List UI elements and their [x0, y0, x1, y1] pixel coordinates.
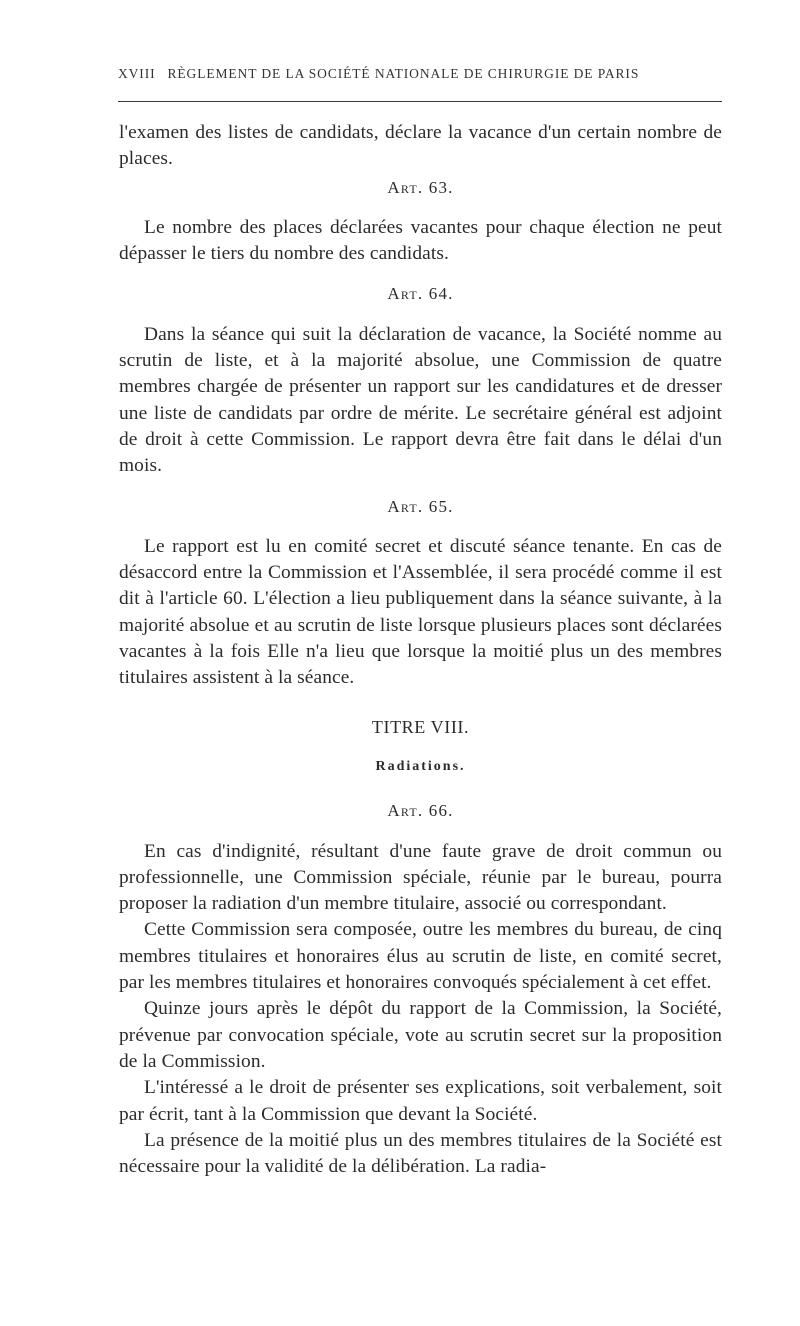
document-body [119, 120, 722, 1180]
paragraph-article-63: Le nombre des places déclarées vacantes pour chaque élection ne peut dépasser le tiers du nombre des candidats. [119, 216, 722, 265]
section-title: TITRE VIII. [371, 716, 470, 737]
paragraph-article-66-a: En cas d'indignité, résultant d'une faute grave de droit commun ou professionnelle, une Commission spéciale, réunie par le bureau, pourra proposer la radiation d'un membre titulaire, associé ou correspondant. [119, 840, 722, 915]
paragraph-article-66-c: Quinze jours après le dépôt du rapport de la Commission, la Société, prévenue par convocation spéciale, vote au scrutin secret sur la proposition de la Commission. [119, 998, 722, 1072]
paragraph-continued: l'examen des listes de candidats, déclare la vacance d'un certain nombre de places. [119, 122, 722, 170]
paragraph-article-65: Le rapport est lu en comité secret et discuté séance tenante. En cas de désaccord entre la Commission et l'Assemblée, il sera procédé comme il est dit à l'article 60. L'élection a lieu publiquement dans la séance suivante, à la majorité absolue et au scrutin de liste lorsque plusieurs places sont déclarées vacantes à la fois Elle n'a lieu que lorsque la moitié plus un des membres titulaires assistent à la séance. [119, 535, 722, 689]
running-title: RÈGLEMENT DE LA SOCIÉTÉ NATIONALE DE CHIRURGIE DE PARIS [167, 66, 640, 81]
header-rule [118, 101, 722, 102]
article-heading-66: Art. 66. [387, 801, 454, 821]
paragraph-article-66-e: La présence de la moitié plus un des membres titulaires de la Société est nécessaire pour la validité de la délibération. La radia- [119, 1129, 722, 1178]
article-heading-65: Art. 65. [387, 496, 454, 516]
paragraph-article-66-d: L'intéressé a le droit de présenter ses explications, soit verbalement, soit par écrit, tant à la Commission que devant la Société. [119, 1077, 722, 1125]
running-header [118, 66, 722, 82]
paragraph-article-66-b: Cette Commission sera composée, outre les membres du bureau, de cinq membres titulaires et honoraires élus au scrutin de liste, en comité secret, par les membres titulaires et honoraires convoqués spécialement à cet effet. [119, 919, 722, 994]
section-subtitle: Radiations. [375, 758, 466, 774]
page-number: XVIII [118, 66, 156, 81]
article-heading-63: Art. 63. [387, 177, 454, 197]
paragraph-article-64: Dans la séance qui suit la déclaration de vacance, la Société nomme au scrutin de liste, et à la majorité absolue, une Commission de quatre membres chargée de présenter un rapport sur les candidatures et de dresser une liste de candidats par ordre de mérite. Le secrétaire général est adjoint de droit à cette Commission. Le rapport devra être fait dans le délai d'un mois. [119, 323, 722, 477]
article-heading-64: Art. 64. [387, 284, 454, 304]
